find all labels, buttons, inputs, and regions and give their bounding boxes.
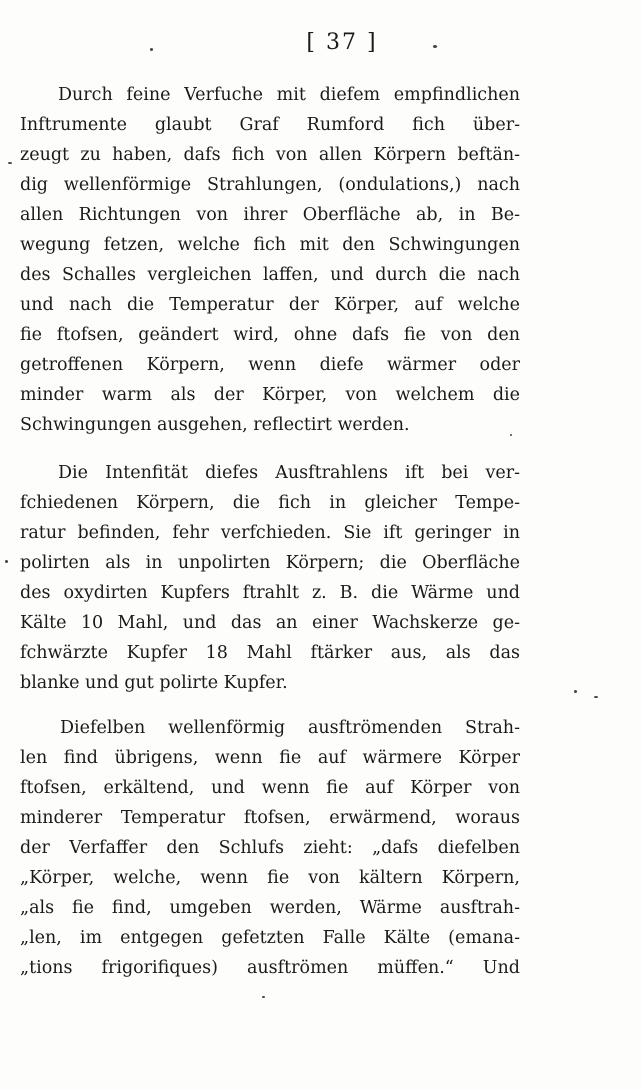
text-line: len find übrigens, wenn fie auf wärmere Körper: [20, 748, 520, 768]
text-line: fchiedenen Körpern, die fich in gleicher Tempe-: [20, 493, 520, 513]
paragraph-1: [20, 80, 520, 440]
scan-speck: [574, 690, 577, 693]
text-line: Inftrumente glaubt Graf Rumford fich über-: [20, 115, 520, 135]
text-line: blanke und gut polirte Kupfer.: [20, 673, 288, 693]
text-line: minderer Temperatur ftofsen, erwärmend, woraus: [20, 808, 520, 828]
text-line: Diefelben wellenförmig ausftrömenden Strah-: [60, 718, 520, 738]
text-line: „Körper, welche, wenn fie von kältern Körpern,: [20, 868, 520, 888]
text-line: minder warm als der Körper, von welchem die: [20, 385, 520, 405]
text-line: ratur befinden, fehr verfchieden. Sie ift geringer in: [20, 523, 520, 543]
text-line: Die Intenfität diefes Ausftrahlens ift bei ver-: [58, 463, 520, 483]
text-line: allen Richtungen von ihrer Oberfläche ab, in Be-: [20, 205, 520, 225]
text-line: wegung fetzen, welche fich mit den Schwingungen: [20, 235, 520, 255]
scan-speck: [150, 48, 153, 51]
scan-speck: [433, 45, 437, 48]
text-line: Durch feine Verfuche mit diefem empfindlichen: [58, 85, 520, 105]
text-line: Kälte 10 Mahl, und das an einer Wachskerze ge-: [20, 613, 520, 633]
paragraph-3: [20, 713, 520, 983]
text-line: und nach die Temperatur der Körper, auf welche: [20, 295, 520, 315]
text-line: getroffenen Körpern, wenn diefe wärmer oder: [20, 355, 520, 375]
page-header: [0, 30, 642, 55]
paragraph-2: [20, 458, 520, 698]
text-line: Schwingungen ausgehen, reflectirt werden.: [20, 415, 410, 435]
text-line: zeugt zu haben, dafs fich von allen Körpern beftän-: [20, 145, 520, 165]
text-line: der Verfaffer den Schlufs zieht: „dafs diefelben: [20, 838, 520, 858]
text-line: fchwärzte Kupfer 18 Mahl ftärker aus, als das: [20, 643, 520, 663]
text-line: des oxydirten Kupfers ftrahlt z. B. die Wärme und: [20, 583, 520, 603]
text-line: „len, im entgegen gefetzten Falle Kälte (emana-: [20, 928, 520, 948]
text-line: fie ftofsen, geändert wird, ohne dafs fie von den: [20, 325, 520, 345]
text-line: dig wellenförmige Strahlungen, (ondulations,) nach: [20, 175, 520, 195]
text-line: polirten als in unpolirten Körpern; die Oberfläche: [20, 553, 520, 573]
scan-speck: [8, 162, 12, 164]
text-line: des Schalles vergleichen laffen, und durch die nach: [20, 265, 520, 285]
scan-speck: [510, 434, 512, 436]
scan-speck: [594, 696, 598, 698]
scan-speck: [5, 560, 8, 563]
text-line: „tions frigorifiques) ausftrömen müffen.“ Und: [20, 958, 520, 978]
page-number: [ 37 ]: [306, 30, 378, 55]
text-line: „als fie find, umgeben werden, Wärme ausftrah-: [20, 898, 520, 918]
scan-speck: [262, 996, 265, 998]
text-line: ftofsen, erkältend, und wenn fie auf Körper von: [20, 778, 520, 798]
